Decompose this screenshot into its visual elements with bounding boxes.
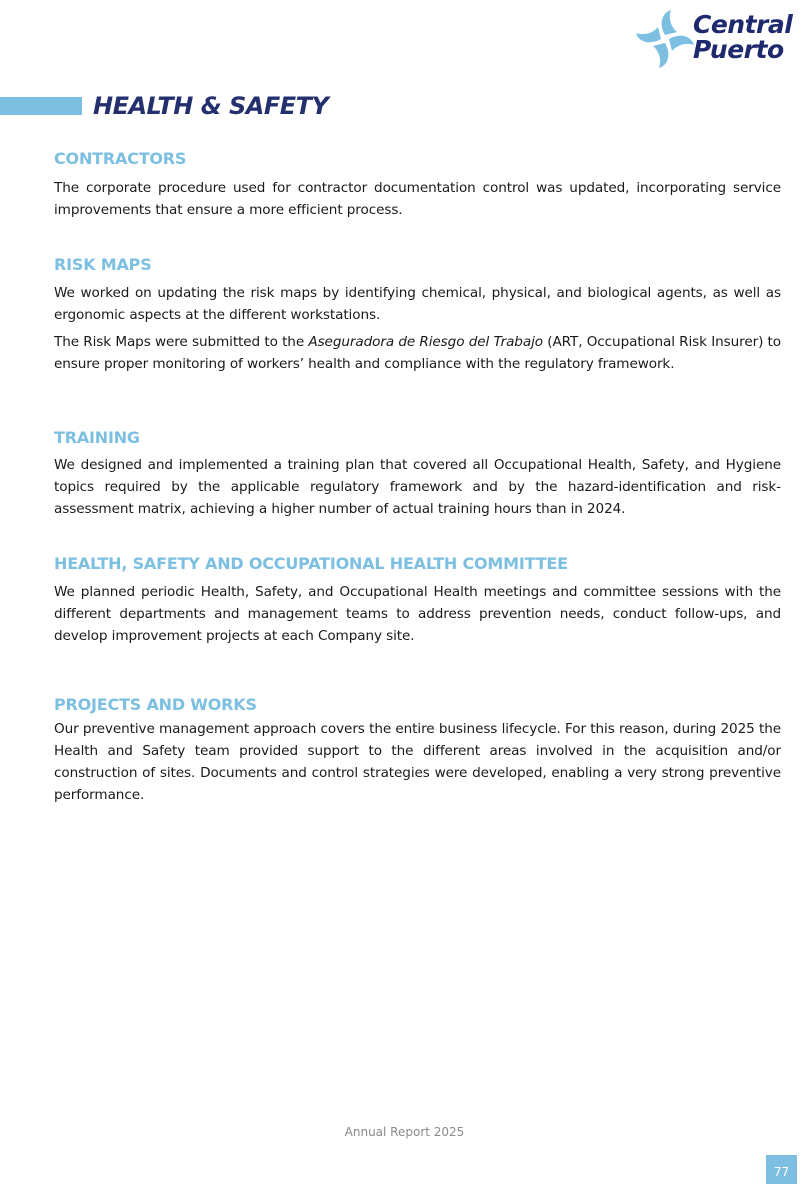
section-paragraph: We worked on updating the risk maps by identifying chemical, physical, and biological agents, as well as ergonomic aspects at the different workstations. bbox=[54, 285, 781, 323]
section-projects bbox=[54, 694, 781, 806]
section-heading: CONTRACTORS bbox=[54, 149, 187, 168]
company-logo bbox=[636, 8, 802, 70]
section-paragraph: We planned periodic Health, Safety, and Occupational Health meetings and committee sessions with the different departments and management teams to address prevention needs, conduct follow-ups, and develop improvement projects at each Company site. bbox=[54, 584, 781, 644]
section-contractors bbox=[54, 148, 781, 221]
section-paragraph: Our preventive management approach covers the entire business lifecycle. For this reason, during 2025 the Health and Safety team provided support to the different areas involved in the acquisition and/or construction of sites. Documents and control strategies were developed, enabling a very strong preventive performance. bbox=[54, 721, 781, 803]
pinwheel-icon bbox=[636, 8, 694, 70]
footer-text: Annual Report 2025 bbox=[344, 1125, 465, 1139]
section-paragraph: The corporate procedure used for contractor documentation control was updated, incorporating service improvements that ensure a more efficient process. bbox=[54, 180, 781, 218]
insurer-name: Aseguradora de Riesgo del Trabajo bbox=[308, 334, 543, 350]
paragraph-text: (ART, Occupational Risk Insurer) to ensure proper monitoring of workers’ health and compliance with the regulatory framework. bbox=[54, 334, 782, 372]
page-title: HEALTH & SAFETY bbox=[93, 92, 329, 120]
logo-line-2: Puerto bbox=[693, 35, 784, 64]
section-paragraph-art bbox=[54, 331, 781, 375]
paragraph-text: The Risk Maps were submitted to the bbox=[54, 334, 309, 350]
section-heading: HEALTH, SAFETY AND OCCUPATIONAL HEALTH COMMITTEE bbox=[54, 554, 568, 573]
section-heading: TRAINING bbox=[54, 428, 140, 447]
logo-wordmark bbox=[693, 12, 792, 62]
section-heading: RISK MAPS bbox=[54, 255, 152, 274]
page-number: 77 bbox=[766, 1155, 797, 1184]
section-committee bbox=[54, 553, 781, 647]
section-risk-maps bbox=[54, 254, 781, 375]
section-paragraph: We designed and implemented a training plan that covered all Occupational Health, Safety, and Hygiene topics required by the applicable regulatory framework and by the hazard-identification and risk-assessment matrix, achieving a higher number of actual training hours than in 2024. bbox=[54, 457, 781, 517]
title-accent-bar bbox=[0, 97, 82, 115]
section-training bbox=[54, 427, 781, 520]
logo-line-1: Central bbox=[693, 10, 793, 39]
section-heading: PROJECTS AND WORKS bbox=[54, 695, 257, 714]
